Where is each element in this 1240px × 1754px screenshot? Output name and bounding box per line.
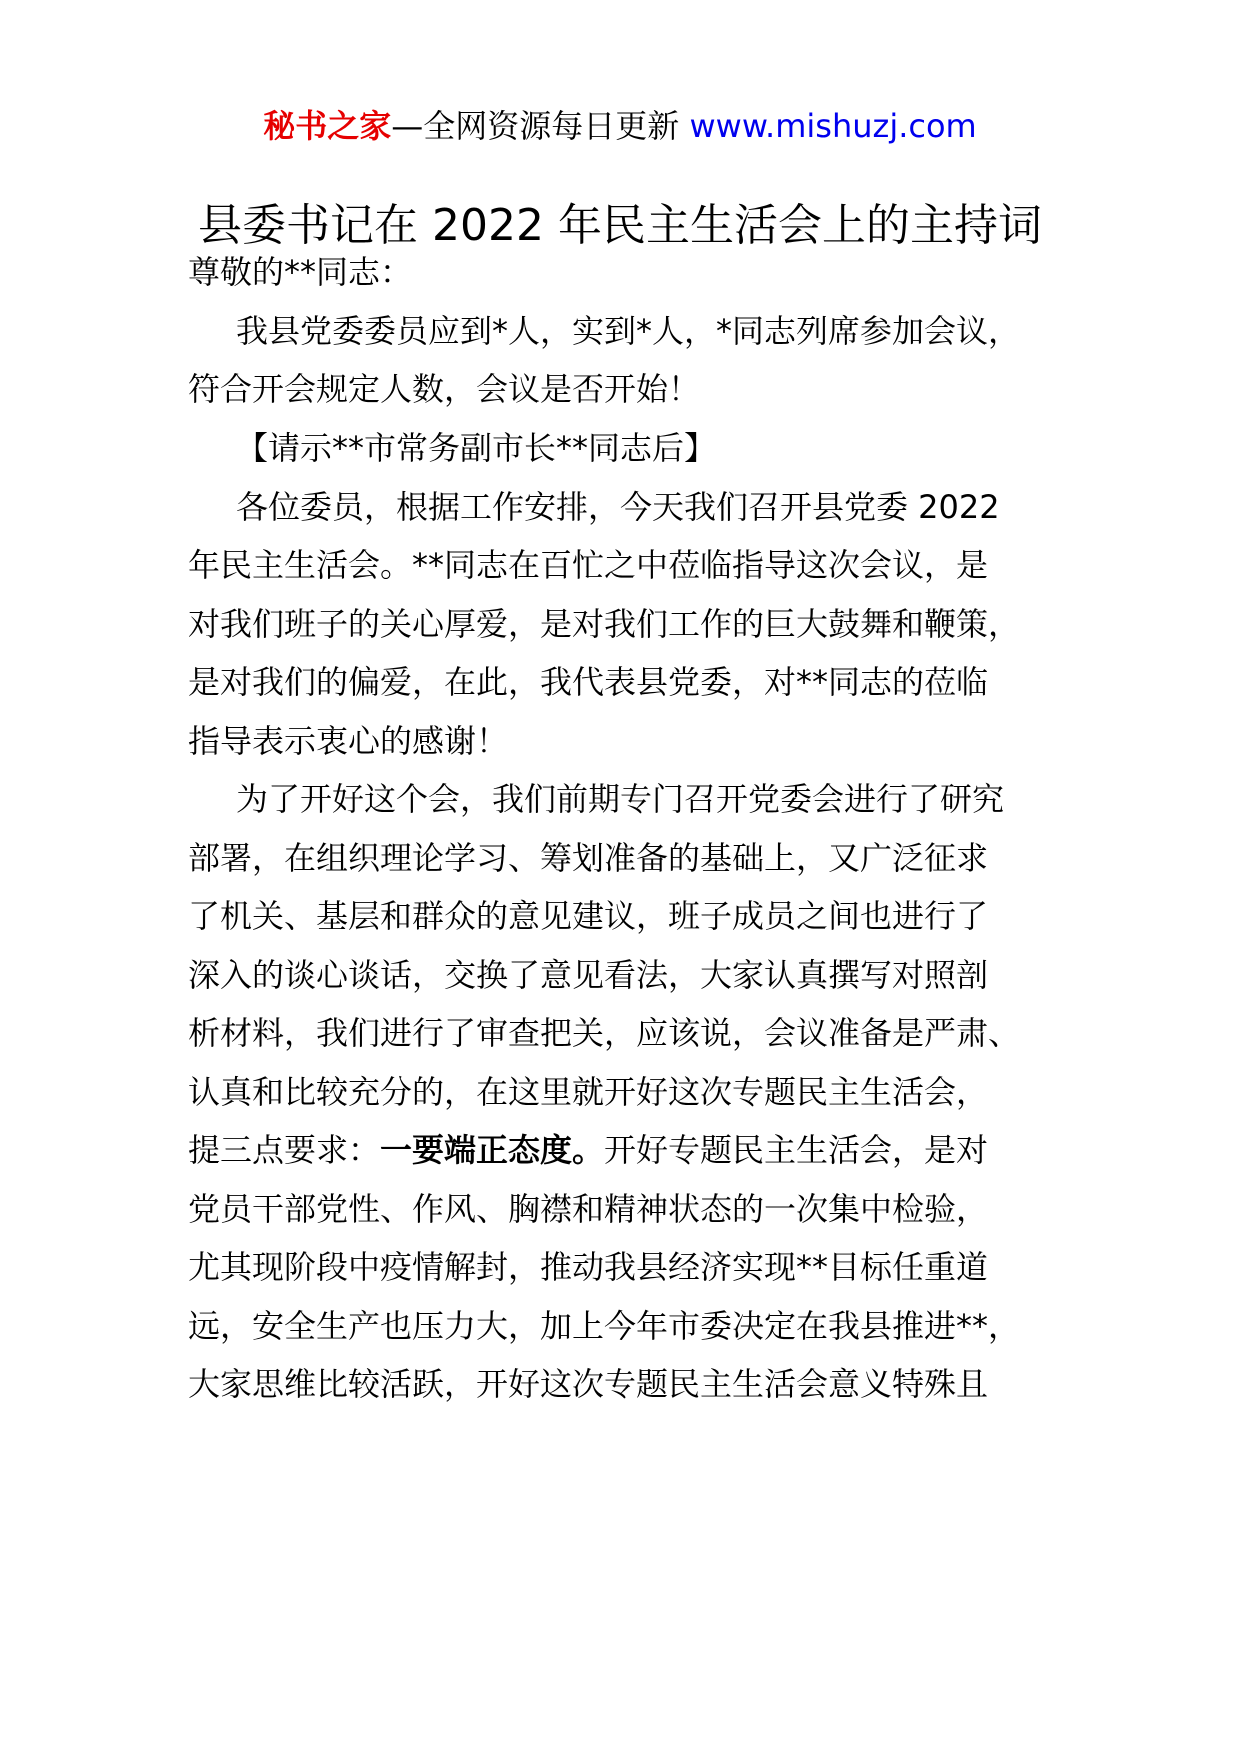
paragraph-line: 我县党委委员应到*人，实到*人，*同志列席参加会议， [236, 312, 1021, 350]
paragraph-line: 部署，在组织理论学习、筹划准备的基础上，又广泛征求 [188, 839, 989, 877]
paragraph-line: 了机关、基层和群众的意见建议，班子成员之间也进行了 [188, 897, 989, 935]
paragraph-line: 认真和比较充分的，在这里就开好这次专题民主生活会， [188, 1073, 989, 1111]
paragraph-line: 大家思维比较活跃，开好这次专题民主生活会意义特殊且 [188, 1365, 989, 1403]
paragraph-line: 是对我们的偏爱，在此，我代表县党委，对**同志的莅临 [188, 663, 989, 701]
paragraph-line: 年民主生活会。**同志在百忙之中莅临指导这次会议，是 [188, 546, 989, 584]
paragraph-line: 深入的谈心谈话，交换了意见看法，大家认真撰写对照剖 [188, 956, 989, 994]
site-header [0, 104, 1240, 148]
brand-name: 秘书之家 [263, 107, 392, 145]
paragraph-line: 党员干部党性、作风、胸襟和精神状态的一次集中检验， [188, 1190, 989, 1228]
line-text: 开好专题民主生活会，是对 [604, 1131, 989, 1169]
paragraph-line: 各位委员，根据工作安排，今天我们召开县党委 2022 [236, 488, 1000, 526]
site-url-link[interactable]: www.mishuzj.com [689, 107, 977, 145]
header-dash: — [391, 107, 424, 145]
paragraph-line: 为了开好这个会，我们前期专门召开党委会进行了研究 [236, 780, 1005, 818]
paragraph-line: 指导表示衷心的感谢！ [188, 722, 509, 760]
paragraph-line: 符合开会规定人数，会议是否开始！ [188, 370, 701, 408]
salutation: 尊敬的**同志： [188, 253, 413, 291]
paragraph-line: 对我们班子的关心厚爱，是对我们工作的巨大鼓舞和鞭策， [188, 605, 1021, 643]
emphasis-text: 一要端正态度。 [380, 1131, 605, 1169]
paragraph-line: 【请示**市常务副市长**同志后】 [236, 429, 717, 467]
paragraph-line: 远，安全生产也压力大，加上今年市委决定在我县推进**， [188, 1307, 1021, 1345]
paragraph-line: 析材料，我们进行了审查把关，应该说，会议准备是严肃、 [188, 1014, 1021, 1052]
header-tagline: 全网资源每日更新 [423, 107, 690, 145]
line-text: 提三点要求： [188, 1131, 381, 1169]
paragraph-line [188, 1128, 988, 1172]
document-title: 县委书记在 2022 年民主生活会上的主持词 [198, 200, 1042, 251]
paragraph-line: 尤其现阶段中疫情解封，推动我县经济实现**目标任重道 [188, 1248, 989, 1286]
